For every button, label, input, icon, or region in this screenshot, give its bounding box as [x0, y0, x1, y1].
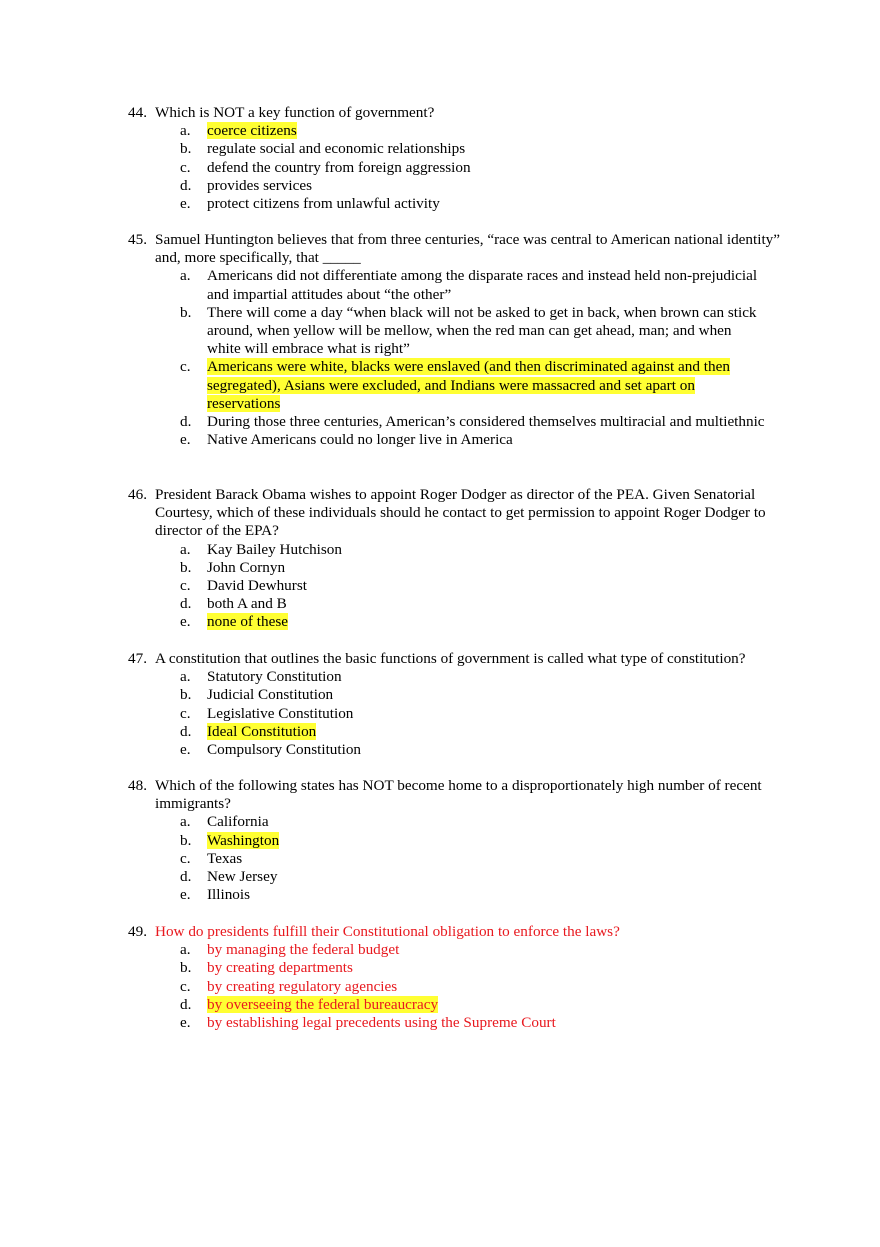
- option-letter: d.: [180, 722, 192, 740]
- option-letter: b.: [180, 831, 192, 849]
- option-text: Legislative Constitution: [207, 704, 354, 722]
- question-number: 48.: [128, 777, 147, 794]
- option-text: regulate social and economic relationships: [207, 140, 466, 158]
- question-number: 45.: [128, 231, 147, 248]
- answer-highlight: Americans were white, blacks were enslaved (and then discriminated against and then segregated), Asians were excluded, and Indians were massacred and set apart on reservations: [207, 358, 730, 412]
- option-c: [128, 978, 788, 996]
- option-letter: a.: [180, 122, 191, 140]
- question-text: Samuel Huntington believes that from three centuries, “race was central to American national identity” and, more specifically, that _____: [155, 231, 780, 267]
- option-e: [128, 886, 788, 904]
- option-letter: b.: [180, 140, 192, 158]
- option-a: [128, 541, 788, 559]
- option-letter: d.: [180, 176, 192, 194]
- option-c: [128, 705, 788, 723]
- option-text: Compulsory Constitution: [207, 741, 362, 759]
- option-text: David Dewhurst: [207, 577, 307, 595]
- question-number: 44.: [128, 104, 147, 121]
- option-letter: c.: [180, 577, 191, 595]
- question-number: 46.: [128, 486, 147, 503]
- option-text: During those three centuries, American’s considered themselves multiracial and multiethnic: [207, 413, 765, 431]
- question-text: Which of the following states has NOT become home to a disproportionately high number of recent immigrants?: [155, 777, 762, 813]
- question-text: Which is NOT a key function of government?: [155, 104, 435, 121]
- question-text: President Barack Obama wishes to appoint Roger Dodger as director of the PEA. Given Senatorial Courtesy, which of these individuals should he contact to get permission to appoint Roger Dodger to director of the EPA?: [155, 486, 766, 540]
- option-text: protect citizens from unlawful activity: [207, 195, 440, 213]
- option-d: [128, 723, 788, 741]
- option-letter: c.: [180, 158, 191, 176]
- option-letter: d.: [180, 413, 192, 431]
- option-a: [128, 941, 788, 959]
- option-text: Illinois: [207, 886, 251, 904]
- option-a: [128, 267, 788, 303]
- option-c: [128, 358, 788, 413]
- option-c: [128, 577, 788, 595]
- option-text: Native Americans could no longer live in America: [207, 431, 513, 449]
- option-letter: c.: [180, 358, 191, 376]
- option-letter: b.: [180, 686, 192, 704]
- option-text: by creating regulatory agencies: [207, 977, 398, 995]
- option-a: [128, 668, 788, 686]
- option-letter: a.: [180, 941, 191, 959]
- option-text: Statutory Constitution: [207, 668, 342, 686]
- option-d: [128, 868, 788, 886]
- option-d: [128, 177, 788, 195]
- option-text: defend the country from foreign aggression: [207, 158, 471, 176]
- option-letter: d.: [180, 595, 192, 613]
- question-49: [128, 923, 788, 1032]
- option-letter: e.: [180, 741, 191, 759]
- option-text: both A and B: [207, 595, 287, 613]
- question-number: 49.: [128, 923, 147, 940]
- option-text: Kay Bailey Hutchison: [207, 540, 342, 558]
- option-b: [128, 832, 788, 850]
- option-letter: a.: [180, 668, 191, 686]
- option-letter: e.: [180, 431, 191, 449]
- option-e: [128, 613, 788, 631]
- option-letter: a.: [180, 540, 191, 558]
- option-a: [128, 813, 788, 831]
- option-e: [128, 741, 788, 759]
- option-letter: b.: [180, 558, 192, 576]
- option-c: [128, 159, 788, 177]
- option-text: California: [207, 813, 269, 831]
- option-letter: e.: [180, 613, 191, 631]
- option-e: [128, 1014, 788, 1032]
- option-d: [128, 996, 788, 1014]
- answer-highlight: none of these: [207, 613, 288, 631]
- option-text: New Jersey: [207, 868, 278, 886]
- question-45: [128, 231, 788, 449]
- answer-highlight: Ideal Constitution: [207, 722, 317, 740]
- option-letter: b.: [180, 959, 192, 977]
- answer-highlight: Washington: [207, 831, 280, 849]
- option-letter: c.: [180, 977, 191, 995]
- option-text: There will come a day “when black will not be asked to get in back, when brown can stick around, when yellow will be mellow, when the red man can get ahead, man; and when white will embrace what is right”: [207, 303, 757, 358]
- option-letter: e.: [180, 886, 191, 904]
- option-letter: e.: [180, 195, 191, 213]
- option-d: [128, 595, 788, 613]
- option-text: Texas: [207, 849, 243, 867]
- option-text: by managing the federal budget: [207, 941, 400, 959]
- option-letter: e.: [180, 1014, 191, 1032]
- option-b: [128, 304, 788, 359]
- option-e: [128, 195, 788, 213]
- question-44: [128, 104, 788, 213]
- answer-highlight: by overseeing the federal bureaucracy: [207, 995, 439, 1013]
- question-46: [128, 486, 788, 632]
- question-47: [128, 650, 788, 759]
- question-number: 47.: [128, 650, 147, 667]
- option-letter: d.: [180, 995, 192, 1013]
- option-letter: c.: [180, 704, 191, 722]
- question-text: A constitution that outlines the basic functions of government is called what type of constitution?: [155, 650, 746, 667]
- option-letter: c.: [180, 849, 191, 867]
- option-letter: a.: [180, 267, 191, 285]
- option-text: John Cornyn: [207, 558, 286, 576]
- option-letter: a.: [180, 813, 191, 831]
- option-c: [128, 850, 788, 868]
- option-text: by creating departments: [207, 959, 353, 977]
- option-text: Americans did not differentiate among the disparate races and instead held non-prejudicial and impartial attitudes about “the other”: [207, 267, 758, 303]
- option-b: [128, 559, 788, 577]
- option-text: provides services: [207, 176, 313, 194]
- option-b: [128, 140, 788, 158]
- question-48: [128, 777, 788, 904]
- option-letter: b.: [180, 303, 192, 321]
- option-b: [128, 686, 788, 704]
- option-b: [128, 959, 788, 977]
- question-text: How do presidents fulfill their Constitutional obligation to enforce the laws?: [155, 923, 620, 940]
- option-text: Judicial Constitution: [207, 686, 334, 704]
- option-text: by establishing legal precedents using the Supreme Court: [207, 1014, 556, 1032]
- answer-highlight: coerce citizens: [207, 122, 297, 140]
- option-a: [128, 122, 788, 140]
- option-e: [128, 431, 788, 449]
- option-d: [128, 413, 788, 431]
- option-letter: d.: [180, 868, 192, 886]
